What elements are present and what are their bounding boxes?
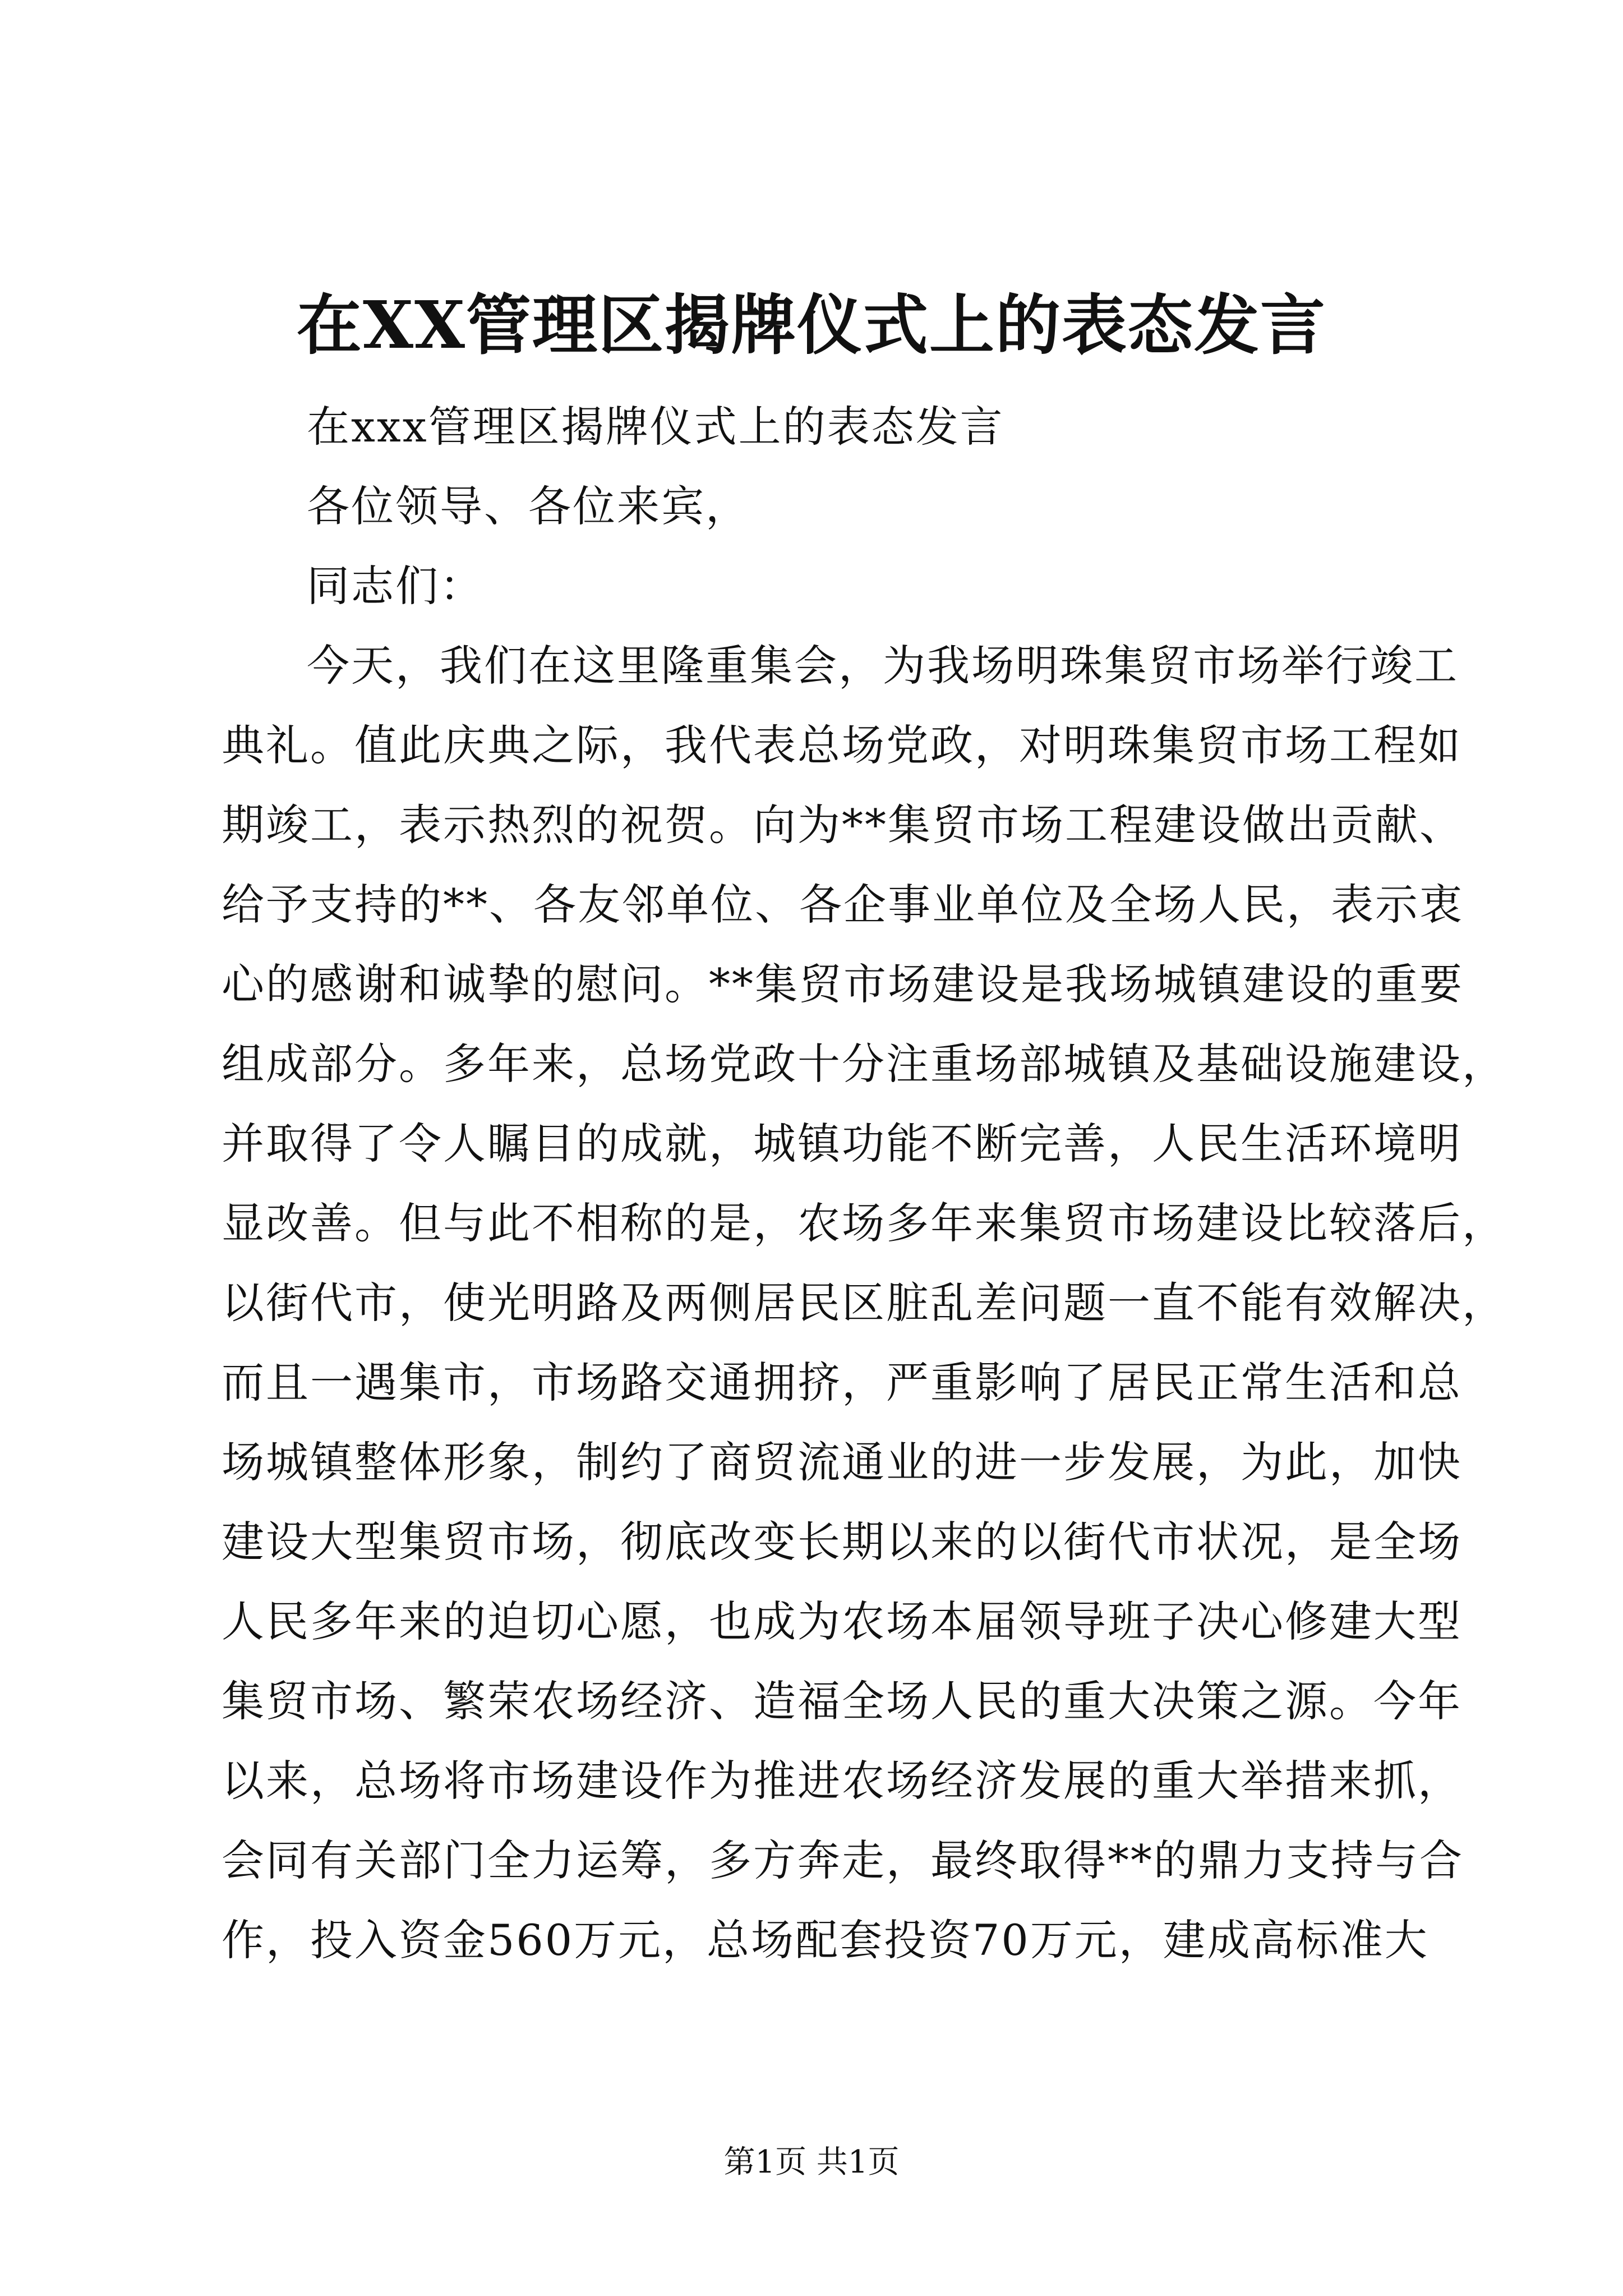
paragraph-line: 作，投入资金560万元，总场配套投资70万元，建成高标准大	[222, 1915, 1429, 1965]
paragraph-line: 心的感谢和诚挚的慰问。**集贸市场建设是我场城镇建设的重要	[222, 959, 1464, 1009]
paragraph-line: 人民多年来的迫切心愿，也成为农场本届领导班子决心修建大型	[222, 1596, 1462, 1646]
page-number-footer: 第1页 共1页	[723, 2144, 900, 2180]
document-title: 在XX管理区揭牌仪式上的表态发言	[296, 287, 1326, 364]
salutation-line: 各位领导、各位来宾，	[307, 481, 750, 531]
paragraph-line: 组成部分。多年来，总场党政十分注重场部城镇及基础设施建设，	[222, 1039, 1506, 1089]
paragraph-line: 并取得了令人瞩目的成就，城镇功能不断完善，人民生活环境明	[222, 1119, 1462, 1168]
salutation-line: 同志们：	[307, 561, 484, 611]
document-subtitle: 在xxx管理区揭牌仪式上的表态发言	[307, 402, 1004, 452]
paragraph-line: 建设大型集贸市场，彻底改变长期以来的以街代市状况，是全场	[222, 1517, 1462, 1567]
paragraph-line: 以街代市，使光明路及两侧居民区脏乱差问题一直不能有效解决，	[222, 1278, 1506, 1328]
paragraph-line: 会同有关部门全力运筹，多方奔走，最终取得**的鼎力支持与合	[222, 1835, 1464, 1885]
paragraph-line: 期竣工，表示热烈的祝贺。向为**集贸市场工程建设做出贡献、	[222, 800, 1464, 850]
paragraph-line: 而且一遇集市，市场路交通拥挤，严重影响了居民正常生活和总	[222, 1358, 1462, 1407]
paragraph-line: 给予支持的**、各友邻单位、各企事业单位及全场人民，表示衷	[222, 880, 1464, 930]
paragraph-line: 典礼。值此庆典之际，我代表总场党政，对明珠集贸市场工程如	[222, 720, 1462, 770]
paragraph-line: 显改善。但与此不相称的是，农场多年来集贸市场建设比较落后，	[222, 1198, 1506, 1248]
paragraph-line: 集贸市场、繁荣农场经济、造福全场人民的重大决策之源。今年	[222, 1676, 1462, 1726]
paragraph-line: 以来，总场将市场建设作为推进农场经济发展的重大举措来抓，	[222, 1756, 1462, 1806]
document-body	[222, 387, 1506, 1980]
paragraph-line: 场城镇整体形象，制约了商贸流通业的进一步发展，为此，加快	[222, 1437, 1462, 1487]
paragraph-line: 今天，我们在这里隆重集会，为我场明珠集贸市场举行竣工	[307, 641, 1459, 691]
